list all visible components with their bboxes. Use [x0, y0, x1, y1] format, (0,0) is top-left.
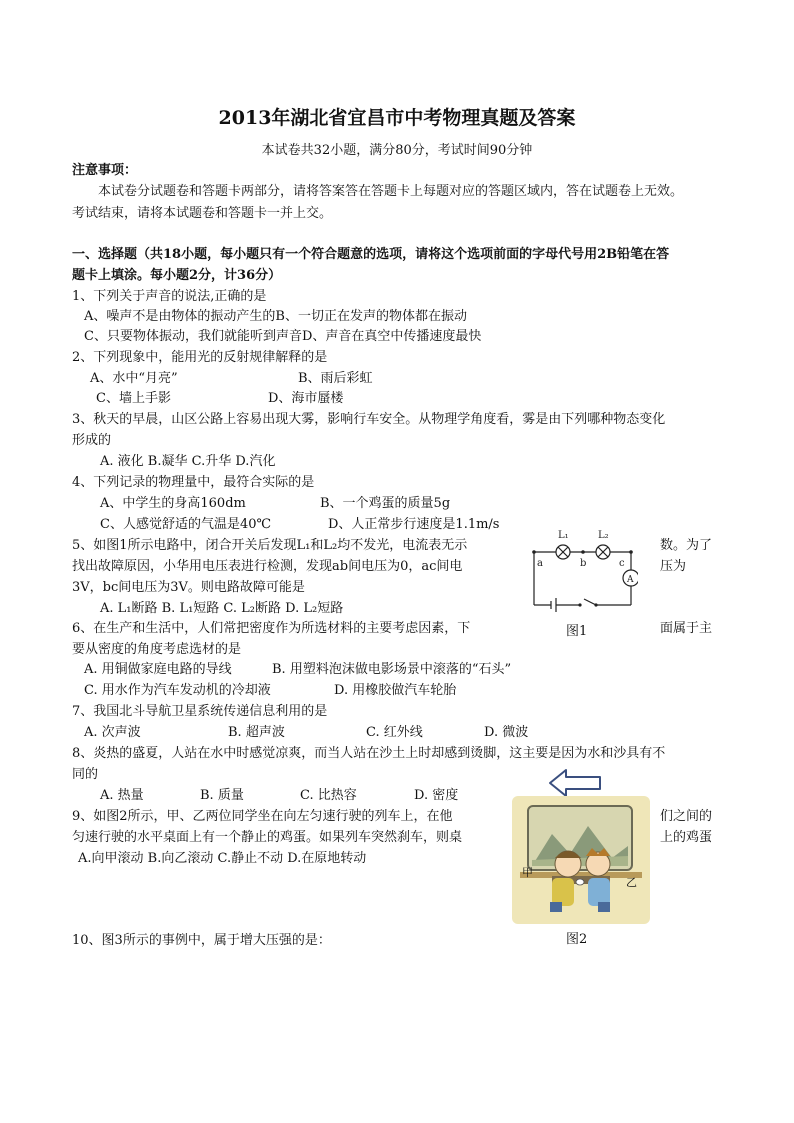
q4-option-c: C、人感觉舒适的气温是40℃: [100, 517, 272, 532]
figure-1-circuit-diagram: [528, 526, 638, 626]
page-subtitle: 本试卷共32小题，满分80分，考试时间90分钟: [261, 143, 533, 158]
q8-line-1: 8、炎热的盛夏，人站在水中时感觉凉爽，而当人站在沙土上时却感到烫脚，这主要是因为水和沙具有不: [72, 746, 666, 761]
q2-option-a: A、水中“月亮”: [90, 371, 178, 386]
fig1-label-l1: L₁: [558, 530, 569, 541]
fig1-label-c: c: [619, 558, 625, 569]
notice-line-1: 本试卷分试题卷和答题卡两部分，请将答案答在答题卡上每题对应的答题区域内，答在试题卷上无效。: [98, 184, 684, 199]
q9-line-2-right: 上的鸡蛋: [660, 830, 713, 845]
fig1-label-b: b: [580, 558, 587, 569]
q7-option-c: C. 红外线: [366, 725, 423, 740]
fig1-label-a: a: [537, 558, 543, 569]
q5-line-1: 5、如图1所示电路中，闭合开关后发现L₁和L₂均不发光，电流表无示: [72, 538, 468, 553]
q3-options: A. 液化 B.凝华 C.升华 D.汽化: [100, 454, 276, 469]
q7-option-d: D. 微波: [484, 725, 529, 740]
q3-stem-1: 3、秋天的早晨，山区公路上容易出现大雾，影响行车安全。从物理学角度看，雾是由下列哪种物态变化: [72, 412, 666, 427]
q4-option-a: A、中学生的身高160dm: [100, 496, 246, 511]
q1-options-cd: C、只要物体振动，我们就能听到声音D、声音在真空中传播速度最快: [84, 329, 482, 344]
q7-option-b: B. 超声波: [228, 725, 285, 740]
q2-option-c: C、墙上手影: [96, 391, 171, 406]
q6-option-d: D. 用橡胶做汽车轮胎: [334, 683, 457, 698]
q6-option-a: A. 用铜做家庭电路的导线: [84, 662, 232, 677]
q5-options: A. L₁断路 B. L₁短路 C. L₂断路 D. L₂短路: [100, 601, 344, 616]
q8-option-c: C. 比热容: [300, 788, 357, 803]
figure-2-train-illustration: [512, 796, 650, 924]
q8-line-2: 同的: [72, 767, 99, 782]
page-title: 2013年湖北省宜昌市中考物理真题及答案: [218, 107, 576, 129]
q7-option-a: A. 次声波: [84, 725, 141, 740]
q6-line-2: 要从密度的角度考虑选材的是: [72, 642, 242, 657]
q2-stem: 2、下列现象中，能用光的反射规律解释的是: [72, 350, 328, 365]
q3-stem-2: 形成的: [72, 433, 112, 448]
q9-line-1-right: 们之间的: [660, 809, 713, 824]
q1-stem: 1、下列关于声音的说法,正确的是: [72, 289, 267, 304]
notice-line-2: 考试结束，请将本试题卷和答题卡一并上交。: [72, 206, 333, 221]
q6-option-b: B. 用塑料泡沫做电影场景中滚落的“石头”: [272, 662, 512, 677]
arrow-left-icon: [548, 768, 602, 798]
q5-line-1-right: 数。为了: [660, 538, 713, 553]
q9-line-1: 9、如图2所示，甲、乙两位同学坐在向左匀速行驶的列车上，在他: [72, 809, 453, 824]
q1-options-ab: A、噪声不是由物体的振动产生的B、一切正在发声的物体都在振动: [84, 309, 467, 324]
q4-stem: 4、下列记录的物理量中，最符合实际的是: [72, 475, 315, 490]
fig2-label-jia: 甲: [522, 866, 533, 879]
section-heading-2: 题卡上填涂。每小题2分，计36分）: [72, 268, 282, 283]
notice-heading: 注意事项：: [72, 163, 138, 178]
q4-option-d: D、人正常步行速度是1.1m/s: [328, 517, 500, 532]
q6-line-1: 6、在生产和生活中，人们常把密度作为所选材料的主要考虑因素，下: [72, 621, 471, 636]
figure-2-caption: 图2: [566, 932, 588, 947]
fig1-ammeter-label: A: [627, 575, 634, 585]
q8-option-a: A. 热量: [100, 788, 144, 803]
q8-option-d: D. 密度: [414, 788, 459, 803]
q2-option-b: B、雨后彩虹: [298, 371, 373, 386]
fig1-label-l2: L₂: [598, 530, 609, 541]
q6-option-c: C. 用水作为汽车发动机的冷却液: [84, 683, 271, 698]
q10-stem: 10、图3所示的事例中，属于增大压强的是：: [72, 933, 331, 948]
q2-option-d: D、海市蜃楼: [268, 391, 344, 406]
q7-stem: 7、我国北斗导航卫星系统传递信息利用的是: [72, 704, 328, 719]
q5-line-3: 3V，bc间电压为3V。则电路故障可能是: [72, 580, 305, 595]
q5-line-2-right: 压为: [660, 559, 687, 574]
section-heading-1: 一、选择题（共18小题，每小题只有一个符合题意的选项，请将这个选项前面的字母代号用2B铅笔在答: [72, 247, 670, 262]
fig2-label-yi: 乙: [626, 876, 637, 889]
q6-line-1-right: 面属于主: [660, 621, 713, 636]
q9-line-2: 匀速行驶的水平桌面上有一个静止的鸡蛋。如果列车突然刹车，则桌: [72, 830, 463, 845]
q5-line-2: 找出故障原因，小华用电压表进行检测，发现ab间电压为0，ac间电: [72, 559, 463, 574]
q9-options: A.向甲滚动 B.向乙滚动 C.静止不动 D.在原地转动: [78, 851, 367, 866]
q8-option-b: B. 质量: [200, 788, 244, 803]
q4-option-b: B、一个鸡蛋的质量5g: [320, 496, 451, 511]
figure-1-caption: 图1: [566, 624, 588, 639]
